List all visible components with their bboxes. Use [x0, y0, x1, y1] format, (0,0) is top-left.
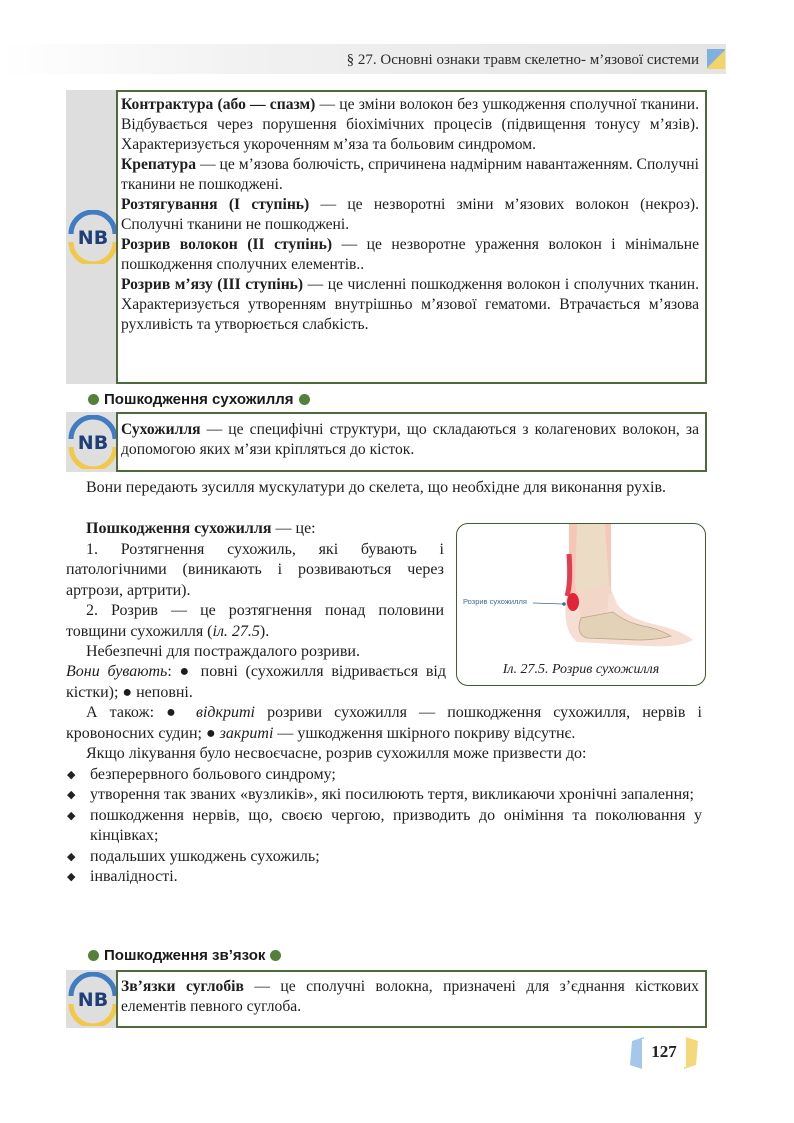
tendon-damage-text [66, 519, 444, 663]
definition-ligaments: Зв’язки суглобів — це сполучні волокна, призначені для з’єднання кісткових елементів певного суглоба. [121, 978, 699, 1015]
header-corner-decoration [707, 49, 725, 69]
page-number: 127 [651, 1042, 677, 1061]
rupture-types: Вони бувають: ● повні (сухожилля відривається від кістки); ● неповні. А також: ● відкриті розриви сухожилля — пошкодження сухожилля, нервів і кровоносних судин; ● закриті — ушкодження шкірного покриву відсутнє. Якщо лікування було несвоєчасне, розрив сухожилля може призвести до: ◆ безперервного больового синдрому; ◆ утворення так званих «вузликів», які посилюють тертя, викликаючи хронічні запалення; ◆ пошкодження нервів, що, своєю чергою, призводить до оніміння та поколювання у кінцівках; ◆ подальших ушкоджень сухожиль; ◆ інвалідності. [66, 662, 702, 888]
open-closed-ruptures: А також: ● відкриті розриви сухожилля — пошкодження сухожилля, нервів і кровоносних судин; ● закриті — ушкодження шкірного покриву відсутнє. [66, 704, 702, 742]
list-item: ◆ інвалідності. [66, 867, 702, 888]
list-item: ◆ безперервного больового синдрому; [66, 765, 702, 786]
definition-tendon: Сухожилля — це специфічні структури, що складаються з колагенових волокон, за допомогою яких м’язи кріпляться до кісток. [121, 421, 699, 458]
nb-label: NB [77, 227, 109, 249]
consequences-intro: Якщо лікування було несвоєчасне, розрив сухожилля може призвести до: [86, 745, 587, 762]
tendon-damage-intro: Пошкодження сухожилля — це: [86, 520, 316, 537]
definition-sprain: Розтягування (І ступінь) — це незворотні зміни м’язових волокон (некроз). Сполучні тканини не пошкоджені. [121, 196, 699, 233]
foot-illustration [457, 524, 705, 660]
nb-box-1-text [121, 95, 699, 335]
heading-dot-icon [299, 394, 310, 405]
nb-icon [66, 972, 120, 1026]
nb-icon [66, 415, 120, 469]
figure-tendon-rupture [456, 523, 706, 686]
list-item: ◆ подальших ушкоджень сухожиль; [66, 847, 702, 868]
dangerous-ruptures: Небезпечні для постраждалого розриви. [86, 643, 360, 660]
heading-dot-icon [88, 394, 99, 405]
nb-label: NB [77, 989, 109, 1011]
nb-label: NB [77, 432, 109, 454]
section-heading-ligaments: Пошкодження зв’язок [88, 947, 281, 964]
page-number-badge [630, 1035, 700, 1071]
tendon-damage-item-2: 2. Розрив — це розтягнення понад половини товщини сухожилля (іл. 27.5). [66, 602, 444, 640]
paragraph-function: Вони передають зусилля мускулатури до скелета, що необхідне для виконання рухів. [86, 479, 667, 496]
heading-dot-icon [270, 950, 281, 961]
list-item: ◆ пошкодження нервів, що, своєю чергою, призводить до оніміння та поколювання у кінцівках; [66, 806, 702, 847]
running-header: § 27. Основні ознаки травм скелетно- м’язової системи [346, 52, 699, 68]
list-item: ◆ утворення так званих «вузликів», які посилюють тертя, викликаючи хронічні запалення; [66, 785, 702, 806]
definition-krepatura: Крепатура — це м’язова болючість, спричинена надмірним навантаженням. Сполучні тканини не пошкоджені. [121, 156, 699, 193]
section-heading-tendon: Пошкодження сухожилля [88, 391, 310, 408]
definition-fiber-tear: Розрив волокон (ІІ ступінь) — це незворотне ураження волокон і мінімальне пошкодження сполучних елементів.. [121, 236, 700, 273]
figure-callout-label: Розрив сухожилля [463, 597, 527, 606]
definition-muscle-rupture: Розрив м’язу (ІІІ ступінь) — це численні пошкодження волокон і сполучних тканин. Характеризується утворенням внутрішньо м’язової гематоми. Втрачається м’язова рухливість та утворюється слабкість. [121, 276, 699, 333]
definition-contracture: Контрактура (або — спазм) — це зміни волокон без ушкодження сполучної тканини. Відбувається через порушення біохімічних процесів (підвищення тонусу м’язів). Характеризується укороченням м’яза та больовим синдромом. [121, 96, 699, 153]
nb-icon [66, 210, 120, 264]
heading-dot-icon [88, 950, 99, 961]
tendon-damage-item-1: 1. Розтягнення сухожиль, які бувають і патологічними (виникають і розвиваються через артрози, артрити). [66, 540, 444, 599]
consequences-list [66, 765, 702, 888]
figure-caption: Іл. 27.5. Розрив сухожилля [502, 662, 660, 677]
